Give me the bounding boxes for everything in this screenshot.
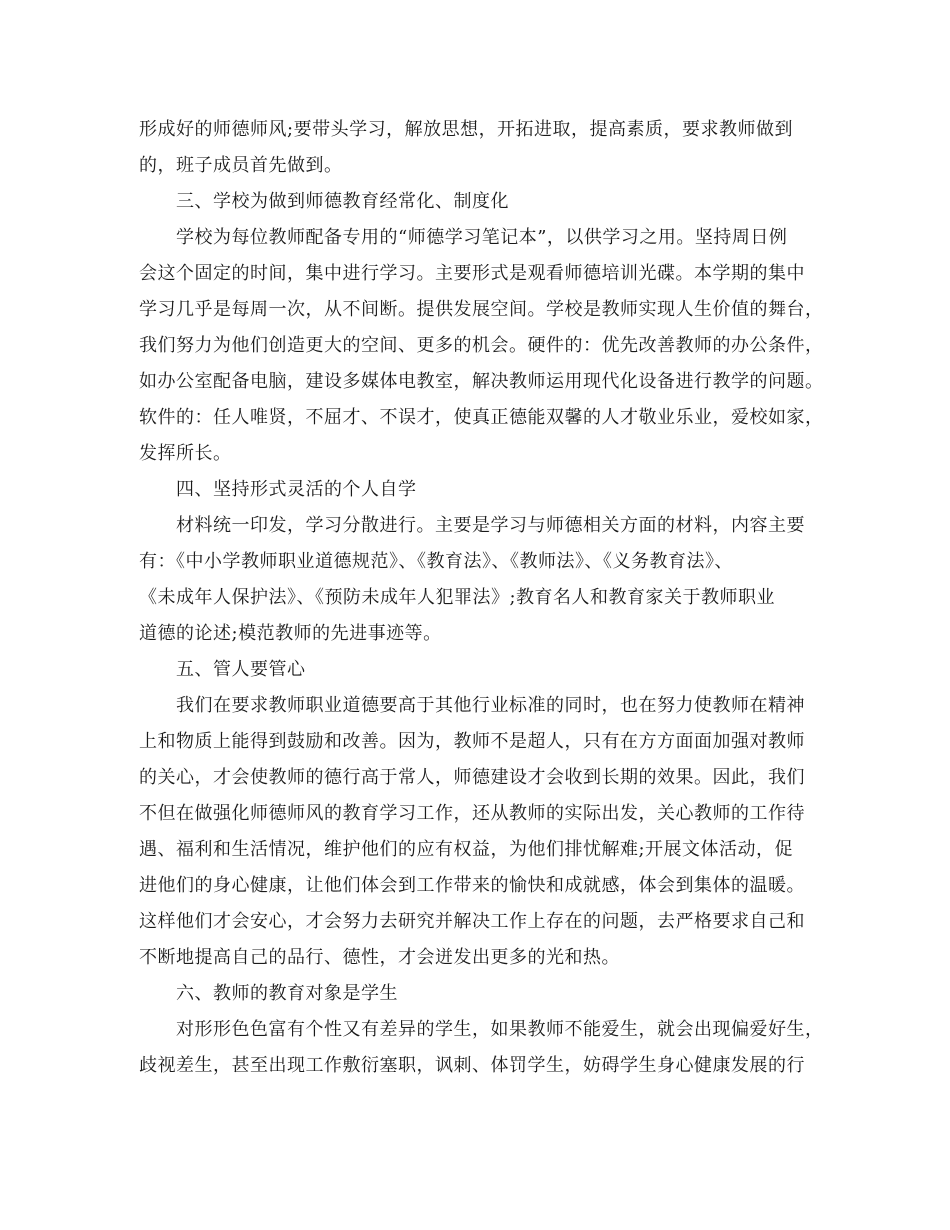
paragraph-line: 发挥所长。 — [139, 443, 232, 464]
section-heading: 四、坚持形式灵活的个人自学 — [176, 479, 417, 500]
paragraph-line: 上和物质上能得到鼓励和改善。因为，教师不是超人，只有在方方面面加强对教师 — [139, 731, 805, 752]
paragraph-line: 歧视差生，甚至出现工作敷衍塞职，讽刺、体罚学生，妨碍学生身心健康发展的行 — [139, 1055, 805, 1076]
paragraph-line: 不但在做强化师德师风的教育学习工作，还从教师的实际出发，关心教师的工作待 — [139, 803, 805, 824]
section-heading: 五、管人要管心 — [176, 659, 306, 680]
paragraph-line: 的关心，才会使教师的德行高于常人，师德建设才会收到长期的效果。因此，我们 — [139, 767, 805, 788]
paragraph-line: 对形形色色富有个性又有差异的学生，如果教师不能爱生，就会出现偏爱好生， — [176, 1019, 824, 1040]
section-heading: 三、学校为做到师德教育经常化、制度化 — [176, 191, 509, 212]
paragraph-line: 遇、福利和生活情况，维护他们的应有权益，为他们排忧解难;开展文体活动，促 — [139, 839, 794, 860]
paragraph-line: 不断地提高自己的品行、德性，才会迸发出更多的光和热。 — [139, 947, 620, 968]
paragraph-line: 这样他们才会安心，才会努力去研究并解决工作上存在的问题，去严格要求自己和 — [139, 911, 805, 932]
section-heading: 六、教师的教育对象是学生 — [176, 983, 398, 1004]
paragraph-line: 道德的论述;模范教师的先进事迹等。 — [139, 623, 442, 644]
paragraph-line: 如办公室配备电脑，建设多媒体电教室，解决教师运用现代化设备进行教学的问题。 — [139, 371, 824, 392]
paragraph-line: 我们努力为他们创造更大的空间、更多的机会。硬件的：优先改善教师的办公条件， — [139, 335, 824, 356]
paragraph-line: 有：《中小学教师职业道德规范》、《教育法》、《教师法》、《义务教育法》、 — [139, 551, 733, 572]
paragraph-line: 软件的：任人唯贤，不屈才、不误才，使真正德能双馨的人才敬业乐业，爱校如家， — [139, 407, 824, 428]
paragraph-line: 《未成年人保护法》、《预防未成年人犯罪法》;教育名人和教育家关于教师职业 — [139, 587, 776, 608]
paragraph-line: 会这个固定的时间，集中进行学习。主要形式是观看师德培训光碟。本学期的集中 — [139, 263, 805, 284]
paragraph-line: 学习几乎是每周一次，从不间断。提供发展空间。学校是教师实现人生价值的舞台， — [139, 299, 824, 320]
paragraph-line: 学校为每位教师配备专用的“师德学习笔记本”，以供学习之用。坚持周日例 — [176, 227, 788, 248]
paragraph-line: 材料统一印发，学习分散进行。主要是学习与师德相关方面的材料，内容主要 — [176, 515, 805, 536]
paragraph-line: 我们在要求教师职业道德要高于其他行业标准的同时，也在努力使教师在精神 — [176, 695, 805, 716]
paragraph-line: 的，班子成员首先做到。 — [139, 155, 343, 176]
paragraph-line: 进他们的身心健康，让他们体会到工作带来的愉快和成就感，体会到集体的温暖。 — [139, 875, 805, 896]
paragraph-line: 形成好的师德师风;要带头学习，解放思想，开拓进取，提高素质，要求教师做到 — [139, 119, 794, 140]
